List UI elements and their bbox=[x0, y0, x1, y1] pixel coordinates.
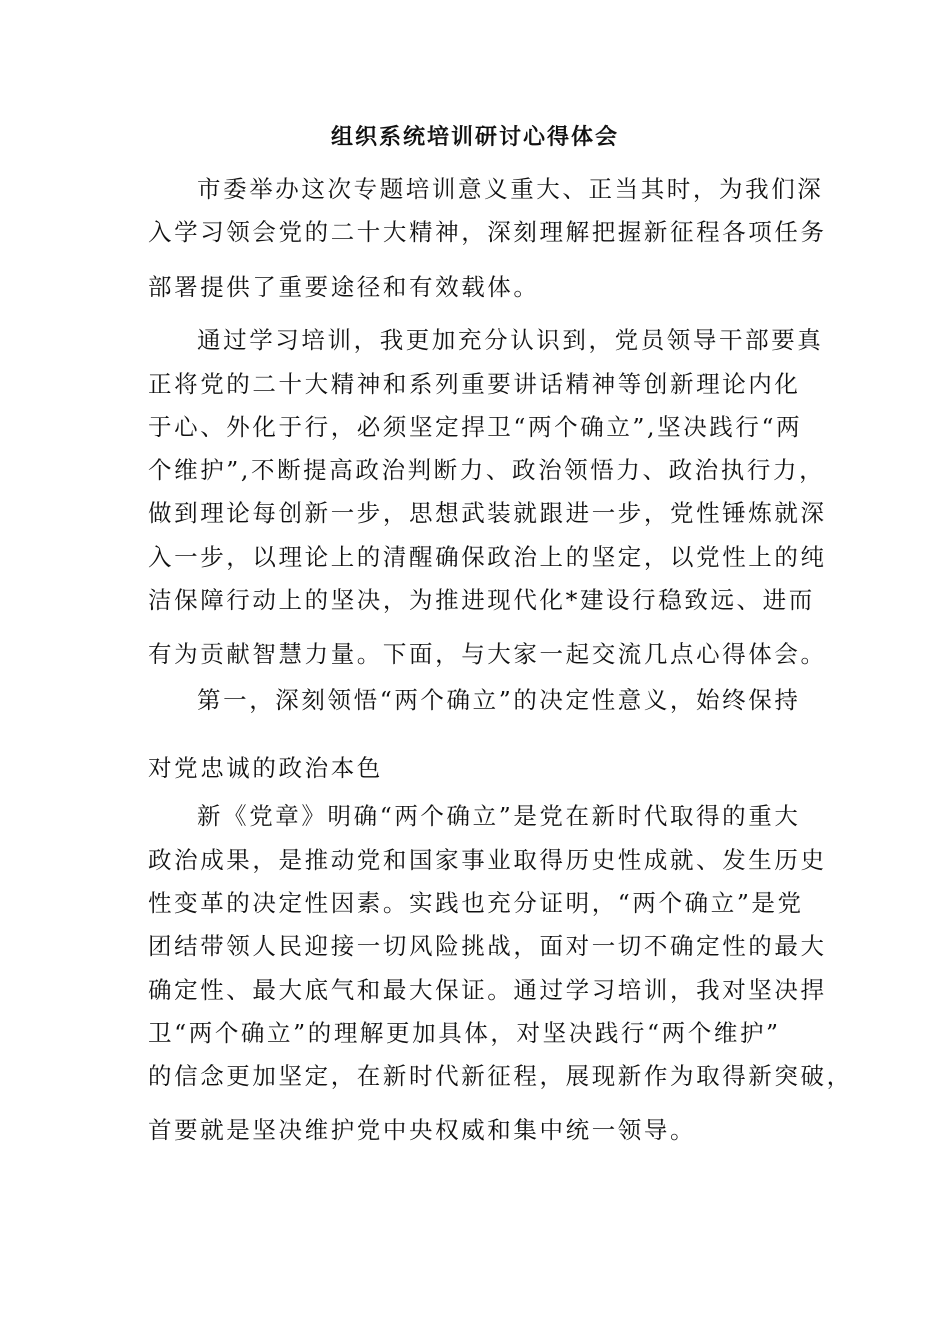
paragraph-1-line-1: 市委举办这次专题培训意义重大、正当其时，为我们深 bbox=[197, 175, 824, 203]
paragraph-2-line-1: 通过学习培训，我更加充分认识到，党员领导干部要真 bbox=[197, 326, 824, 354]
section-heading-line-2: 对党忠诚的政治本色 bbox=[148, 754, 383, 782]
paragraph-3-line-1: 新《党章》明确“两个确立”是党在新时代取得的重大 bbox=[197, 802, 801, 830]
paragraph-2-line-4: 个维护”,不断提高政治判断力、政治领悟力、政治执行力， bbox=[148, 456, 826, 484]
paragraph-2-line-7: 洁保障行动上的坚决，为推进现代化*建设行稳致远、进而 bbox=[148, 586, 815, 614]
document-title: 组织系统培训研讨心得体会 bbox=[330, 125, 619, 150]
paragraph-1-line-3: 部署提供了重要途径和有效载体。 bbox=[148, 273, 540, 301]
paragraph-2-line-5: 做到理论每创新一步，思想武装就跟进一步，党性锤炼就深 bbox=[148, 499, 827, 527]
paragraph-2-line-2: 正将党的二十大精神和系列重要讲话精神等创新理论内化 bbox=[148, 370, 801, 398]
paragraph-2-line-6: 入一步，以理论上的清醒确保政治上的坚定，以党性上的纯 bbox=[148, 543, 827, 571]
paragraph-3-line-4: 团结带领人民迎接一切风险挑战，面对一切不确定性的最大 bbox=[148, 932, 827, 960]
paragraph-3-line-2: 政治成果，是推动党和国家事业取得历史性成就、发生历史 bbox=[148, 846, 827, 874]
paragraph-2-line-8: 有为贡献智慧力量。下面，与大家一起交流几点心得体会。 bbox=[148, 640, 827, 668]
paragraph-3-line-8: 首要就是坚决维护党中央权威和集中统一领导。 bbox=[148, 1116, 697, 1144]
paragraph-3-line-5: 确定性、最大底气和最大保证。通过学习培训，我对坚决捍 bbox=[148, 976, 827, 1004]
paragraph-3-line-7: 的信念更加坚定，在新时代新征程，展现新作为取得新突破， bbox=[148, 1062, 853, 1090]
paragraph-3-line-3: 性变革的决定性因素。实践也充分证明，“两个确立”是党 bbox=[148, 889, 804, 917]
section-heading-line-1: 第一，深刻领悟“两个确立”的决定性意义，始终保持 bbox=[197, 686, 801, 714]
paragraph-1-line-2: 入学习领会党的二十大精神，深刻理解把握新征程各项任务 bbox=[148, 218, 827, 246]
paragraph-2-line-3: 于心、外化于行，必须坚定捍卫“两个确立”,坚决践行“两 bbox=[148, 413, 803, 441]
paragraph-3-line-6: 卫“两个确立”的理解更加具体，对坚决践行“两个维护” bbox=[148, 1019, 781, 1047]
